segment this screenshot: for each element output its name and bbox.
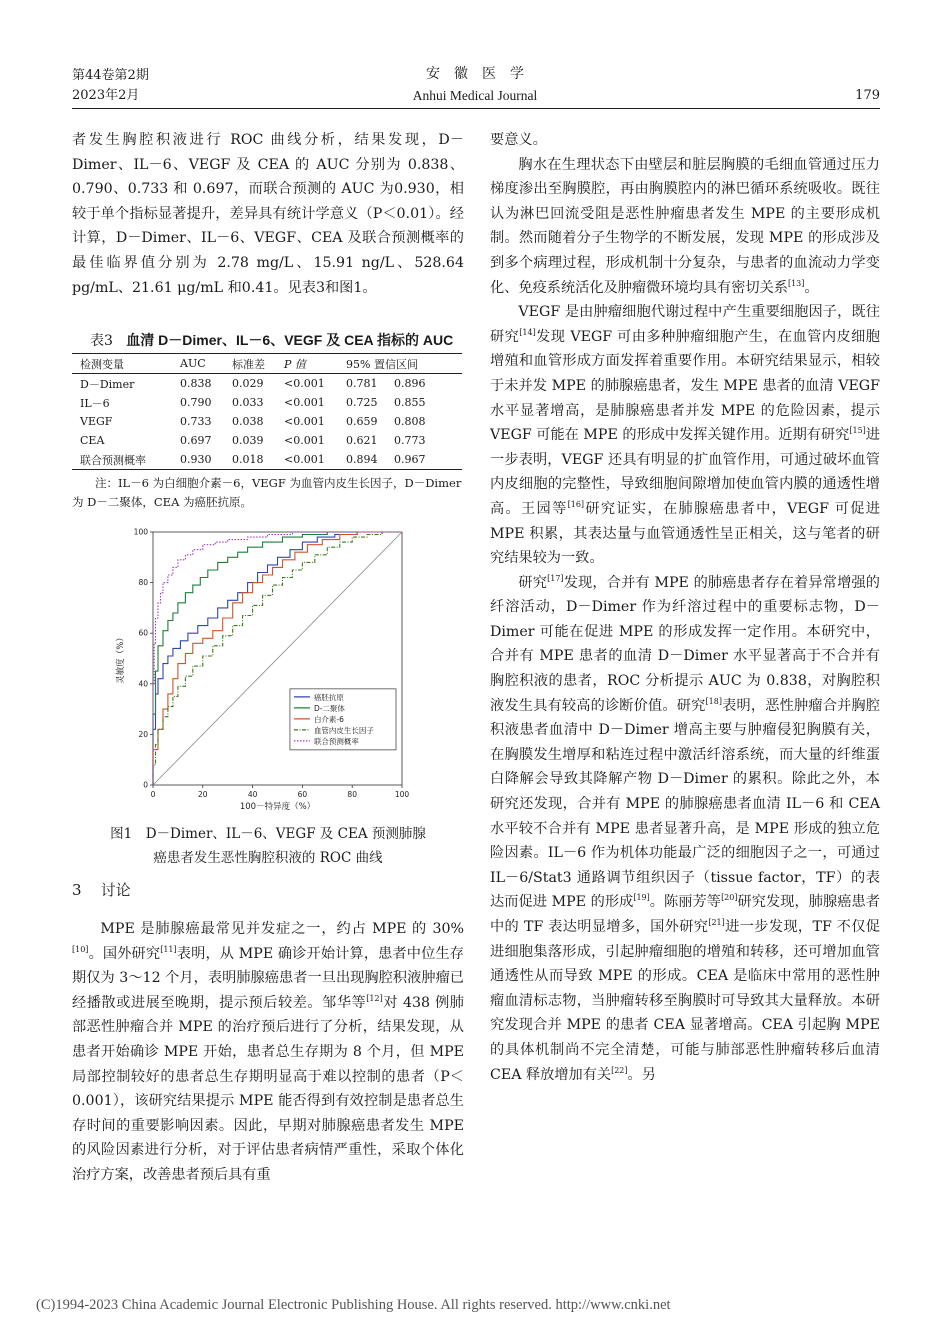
roc-figure (113, 520, 418, 813)
table-row (72, 412, 462, 431)
y-axis-label: 灵敏度（%） (116, 633, 126, 684)
table-cell-auc: 0.790 (180, 396, 212, 409)
table-header-cell: 标准差 (232, 357, 265, 371)
y-tick-label: 100 (133, 527, 148, 537)
citation: [19] (633, 893, 650, 903)
citation: [21] (708, 918, 725, 927)
section-heading (72, 878, 131, 902)
y-tick-label: 60 (138, 628, 148, 638)
roc-chart (113, 520, 418, 813)
table-cell-lo: 0.781 (346, 377, 378, 390)
citation: [15] (849, 426, 866, 436)
citation: [10] (72, 944, 89, 954)
table-cell-lo: 0.621 (346, 434, 378, 447)
table-row (72, 393, 462, 412)
table-row (72, 374, 462, 394)
section-number: 3 (72, 881, 82, 899)
right-paragraph-3: 研究[17]发现，合并有 MPE 的肺癌患者存在着异常增强的纤溶活动，D－Dimer 作为纤溶过程中的重要标志物，D－Dimer 可能在促进 MPE 的形成发挥一定作用。本研究中，合并有 MPE 患者的血清 D－Dimer 水平显著高于不合并有胸腔积液的患者，ROC 分析提示 AUC 为 0.838，对胸腔积液发生具有较高的诊断价值。研究[18]表明，恶性肿瘤合并胸腔积液患者血清中 D－Dimer 增高主要与肿瘤侵犯胸膜有关，在胸膜发生增厚和粘连过程中激活纤溶系统，而大量的纤维蛋白降解会导致其降解产物 D－Dimer 的累积。除此之外，本研究还发现，合并有 MPE 的肺腺癌患者血清 IL－6 和 CEA 水平较不合并有 MPE 患者显著升高，是 MPE 形成的独立危险因素。IL－6 作为机体功能最广泛的细胞因子之一，可通过 IL－6/Stat3 通路调节组织因子（tissue factor，TF）的表达而促进 MPE 的形成[19]。陈丽芳等[20]研究发现，肺腺癌患者中的 TF 表达明显增多，国外研究[21]进一步发现，TF 不仅促进细胞集落形成，引起肿瘤细胞的增殖和转移，还可增加血管通透性从而导致 MPE 的形成。CEA 是临床中常用的恶性肿瘤血清标志物，当肿瘤转移至胸膜时可导致其大量释放。本研究发现合并 MPE 的患者 CEA 显著增高。CEA 引起胸 MPE 的具体机制尚不完全清楚，可能与肺部恶性肿瘤转移后血清 CEA 释放增加有关[22]。另 (490, 573, 880, 1083)
table-cell-p: <0.001 (284, 396, 325, 409)
legend-label: 血管内皮生长因子 (313, 725, 374, 735)
figure-caption (72, 822, 464, 870)
journal-title-en: Anhui Medical Journal (412, 88, 538, 103)
page-number: 179 (855, 88, 880, 103)
table-cell-sd: 0.033 (232, 396, 264, 409)
table-cell-p: <0.001 (284, 377, 325, 390)
x-tick-label: 40 (247, 790, 258, 799)
table-header-cell: 检测变量 (80, 357, 124, 371)
table-cell-sd: 0.029 (232, 377, 264, 390)
table-cell-sd: 0.039 (232, 434, 264, 447)
x-tick-label: 60 (297, 790, 308, 799)
journal-date: 2023年2月 (72, 88, 140, 103)
table-cell-hi: 0.773 (394, 434, 426, 447)
table-cell-name: IL－6 (80, 396, 110, 410)
x-tick-label: 0 (150, 790, 156, 799)
table-header-row (72, 354, 462, 374)
citation: [17] (547, 573, 564, 583)
y-tick-label: 0 (143, 780, 148, 790)
legend-label: 联合预测概率 (313, 736, 359, 746)
table-cell-name: D－Dimer (80, 377, 135, 391)
auc-table (72, 353, 462, 470)
table-cell-p: <0.001 (284, 453, 325, 466)
y-tick-label: 40 (138, 679, 148, 689)
figure-caption-line-1: 图1 D－Dimer、IL－6、VEGF 及 CEA 预测肺腺 (110, 826, 426, 842)
header-rule (72, 108, 880, 109)
table-header-cell: P 值 (284, 357, 306, 371)
table-cell-name: 联合预测概率 (80, 453, 146, 467)
table-note: 注：IL－6 为白细胞介素－6，VEGF 为血管内皮生长因子，D－Dimer 为 D－二聚体，CEA 为癌胚抗原。 (72, 476, 462, 509)
journal-volume: 第44卷第2期 (72, 68, 149, 83)
legend-label: 癌胚抗原 (313, 692, 344, 702)
table-cell-auc: 0.733 (180, 415, 212, 428)
table-cell-name: VEGF (80, 415, 113, 428)
table-cell-auc: 0.838 (180, 377, 212, 390)
x-axis-label: 100－特异度（%） (239, 802, 316, 812)
copyright-footer: (C)1994-2023 China Academic Journal Electronic Publishing House. All rights reserved. http://www.cnki.net (36, 1297, 671, 1313)
table-header-cell: AUC (180, 357, 206, 370)
table-cell-auc: 0.930 (180, 453, 212, 466)
legend-label: 白介素-6 (313, 714, 344, 724)
table-cell-hi: 0.896 (394, 377, 426, 390)
citation: [12] (366, 993, 383, 1003)
citation: [16] (567, 499, 585, 509)
journal-title-cn: 安 徽 医 学 (426, 66, 524, 82)
table-title: 表3 血清 D－Dimer、IL－6、VEGF 及 CEA 指标的 AUC (90, 332, 454, 349)
left-paragraph-results: 者发生胸腔积液进行 ROC 曲线分析，结果发现，D－Dimer、IL－6、VEGF 及 CEA 的 AUC 分别为 0.838、0.790、0.733 和 0.697，而联合预测的 AUC 为0.930，相较于单个指标显著提升，差异具有统计学意义（P＜0.01）。经计算，D－Dimer、IL－6、VEGF、CEA 及联合预测概率的最佳临界值分别为 2.78 mg/L、15.91 ng/L、528.64 pg/mL、21.61 μg/mL 和0.41。见表3和图1。 (72, 132, 464, 296)
x-tick-label: 80 (347, 790, 357, 799)
y-tick-label: 80 (138, 578, 148, 588)
right-paragraph-0: 要意义。 (490, 132, 547, 148)
table-cell-sd: 0.038 (232, 415, 264, 428)
x-tick-label: 20 (198, 790, 208, 799)
table-cell-auc: 0.697 (180, 434, 212, 447)
table-cell-sd: 0.018 (232, 453, 264, 466)
table-cell-p: <0.001 (284, 434, 325, 447)
table-row (72, 450, 462, 470)
right-column (490, 128, 880, 1087)
citation: [13] (787, 278, 805, 288)
citation: [20] (721, 893, 738, 903)
table-row (72, 431, 462, 450)
citation: [22] (611, 1065, 628, 1075)
table-cell-hi: 0.808 (394, 415, 426, 428)
figure-caption-line-2: 癌患者发生恶性胸腔积液的 ROC 曲线 (153, 850, 383, 866)
section-title: 讨论 (100, 881, 131, 899)
right-paragraph-1: 胸水在生理状态下由壁层和脏层胸膜的毛细血管通过压力梯度渗出至胸膜腔，再由胸膜腔内的淋巴循环系统吸收。既往认为淋巴回流受阻是恶性肿瘤患者发生 MPE 的主要形成机制。然而随着分子生物学的不断发展，发现 MPE 的形成涉及到多个病理过程，形成机制十分复杂，与患者的血流动力学变化、免疫系统活化及肿瘤微环境均具有密切关系[13]。 (490, 156, 880, 296)
right-paragraph-2: VEGF 是由肿瘤细胞代谢过程中产生重要细胞因子，既往研究[14]发现 VEGF 可由多种肿瘤细胞产生，在血管内皮细胞增殖和血管形成方面发挥着重要作用。本研究结果显示，相较于未并发 MPE 的肺腺癌患者，发生 MPE 患者的血清 VEGF 水平显著增高，是肺腺癌患者并发 MPE 的危险因素，提示 VEGF 可能在 MPE 的形成中发挥关键作用。近期有研究[15]进一步表明，VEGF 还具有明显的扩血管作用，可通过破坏血管内皮细胞的完整性，导致细胞间隙增加使血管内膜的通透性增高。王园等[16]研究证实，在肺腺癌患者中，VEGF 可促进 MPE 积累，其表达量与血管通透性呈正相关，这与笔者的研究结果较为一致。 (490, 304, 880, 567)
x-tick-label: 100 (394, 790, 410, 799)
legend-label: D-二聚体 (313, 703, 345, 713)
table-cell-lo: 0.659 (346, 415, 378, 428)
citation: [11] (160, 944, 177, 954)
table-cell-hi: 0.967 (394, 453, 426, 466)
table-cell-lo: 0.725 (346, 396, 378, 409)
table-cell-lo: 0.894 (346, 453, 378, 466)
table-cell-hi: 0.855 (394, 396, 426, 409)
citation: [14] (519, 327, 536, 337)
table-header-cell: 95% 置信区间 (346, 357, 418, 371)
left-paragraph-discussion: MPE 是肺腺癌最常见并发症之一，约占 MPE 的 30%[10]。国外研究[11]表明，从 MPE 确诊开始计算，患者中位生存期仅为 3～12 个月，表明肺腺癌患者一旦出现胸腔积液肿瘤已经播散或进展至晚期，提示预后较差。邹华等[12]对 438 例肺部恶性肿瘤合并 MPE 的治疗预后进行了分析，结果发现，从患者开始确诊 MPE 开始，患者总生存期为 8 个月，但 MPE 局部控制较好的患者总生存期明显高于难以控制的患者（P＜0.001），该研究结果提示 MPE 能否得到有效控制是患者总生存时间的重要影响因素。因此，早期对肺腺癌患者发生 MPE 的风险因素进行分析，对于评估患者病情严重性，采取个体化治疗方案，改善患者预后具有重 (72, 921, 464, 1183)
citation: [18] (705, 696, 722, 706)
table-cell-name: CEA (80, 434, 105, 447)
y-tick-label: 20 (138, 729, 148, 739)
table-cell-p: <0.001 (284, 415, 325, 428)
